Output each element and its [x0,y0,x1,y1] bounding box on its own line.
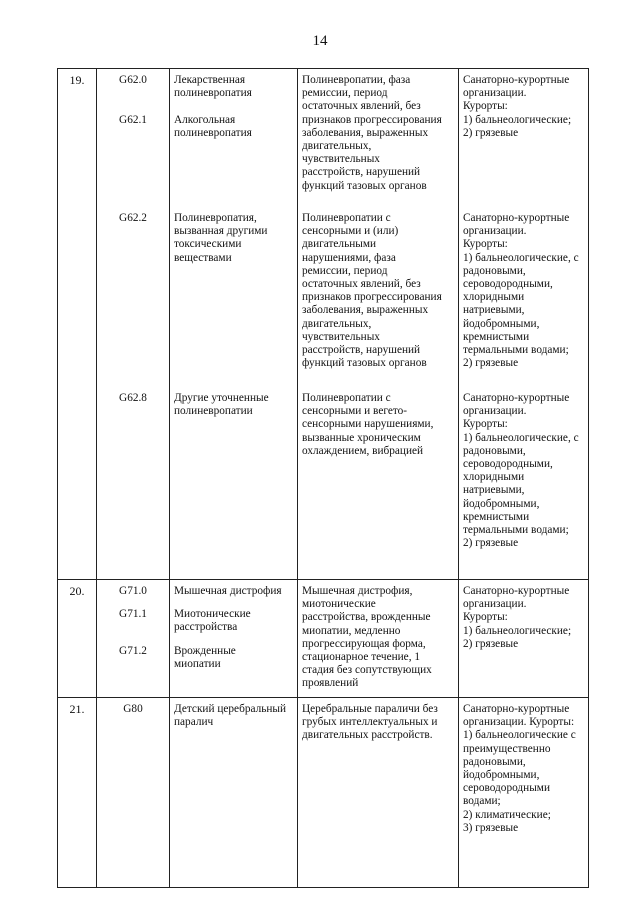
icd-code: G62.2 [119,212,147,224]
diagnosis-name-cell [170,69,298,580]
diagnosis-name: Детский церебральный паралич [174,703,287,729]
condition-cell [298,69,459,580]
condition-text: Церебральные параличи без грубых интеллектуальных и двигательных расстройств. [302,703,438,742]
icd-code: G71.1 [119,608,147,620]
resort-cell [459,69,589,580]
icd-code-cell [97,69,170,580]
resort-text: Санаторно-курортные организации. Курорты: 1) бальнеологические, с радоновыми, сероводородными, хлоридными натриевыми, йодобромными, кремнистыми термальными водами; 2) грязевые [463,212,579,370]
icd-code: G71.2 [119,645,147,657]
icd-code: G80 [123,703,143,715]
resort-text: Санаторно-курортные организации. Курорты: 1) бальнеологические с преимущественно радоновыми, йодобромными, сероводородными водами; 2) климатические; 3) грязевые [463,703,576,834]
resort-cell [459,580,589,698]
row-number: 21. [58,698,97,888]
diagnosis-name: Алкогольная полиневропатия [174,114,252,140]
condition-text: Мышечная дистрофия, миотонические расстройства, врожденные миопатии, медленно прогрессирующая форма, стационарное течение, 1 стадия без сопутствующих проявлений [302,585,432,690]
diagnosis-name: Миотонические расстройства [174,608,251,634]
table-row [58,698,589,888]
condition-cell [298,698,459,888]
resort-text: Санаторно-курортные организации. Курорты: 1) бальнеологические; 2) грязевые [463,74,572,139]
condition-text: Полиневропатии с сенсорными и вегето- сенсорными нарушениями, вызванные хроническим охлаждением, вибрацией [302,392,434,457]
resort-text: Санаторно-курортные организации. Курорты: 1) бальнеологические; 2) грязевые [463,585,572,650]
diagnosis-name: Врожденные миопатии [174,645,236,671]
diagnosis-name: Полиневропатия, вызванная другими токсическими веществами [174,212,268,264]
icd-code-cell [97,698,170,888]
diagnosis-name-cell [170,580,298,698]
icd-code: G71.0 [119,585,147,597]
page-number: 14 [312,33,328,49]
diagnosis-name: Другие уточненные полиневропатии [174,392,269,418]
row-number: 19. [58,69,97,580]
icd-code: G62.8 [119,392,147,404]
resort-cell [459,698,589,888]
condition-text: Полиневропатии с сенсорными и (или) двигательными нарушениями, фаза ремиссии, период остаточных явлений, без признаков прогрессирования заболевания, выраженных двигательных, чувствительных расстройств, нарушений функций тазовых органов [302,212,442,370]
diagnosis-name: Лекарственная полиневропатия [174,74,252,100]
icd-code-cell [97,580,170,698]
resort-indications-table [57,68,589,888]
table-row [58,69,589,580]
table-row [58,580,589,698]
diagnosis-name-cell [170,698,298,888]
resort-text: Санаторно-курортные организации. Курорты: 1) бальнеологические, с радоновыми, сероводородными, хлоридными натриевыми, йодобромными, кремнистыми термальными водами; 2) грязевые [463,392,579,550]
condition-cell [298,580,459,698]
row-number: 20. [58,580,97,698]
icd-code: G62.1 [119,114,147,126]
condition-text: Полиневропатии, фаза ремиссии, период остаточных явлений, без признаков прогрессирования заболевания, выраженных двигательных, чувствительных расстройств, нарушений функций тазовых органов [302,74,442,192]
diagnosis-name: Мышечная дистрофия [174,585,282,597]
icd-code: G62.0 [119,74,147,86]
